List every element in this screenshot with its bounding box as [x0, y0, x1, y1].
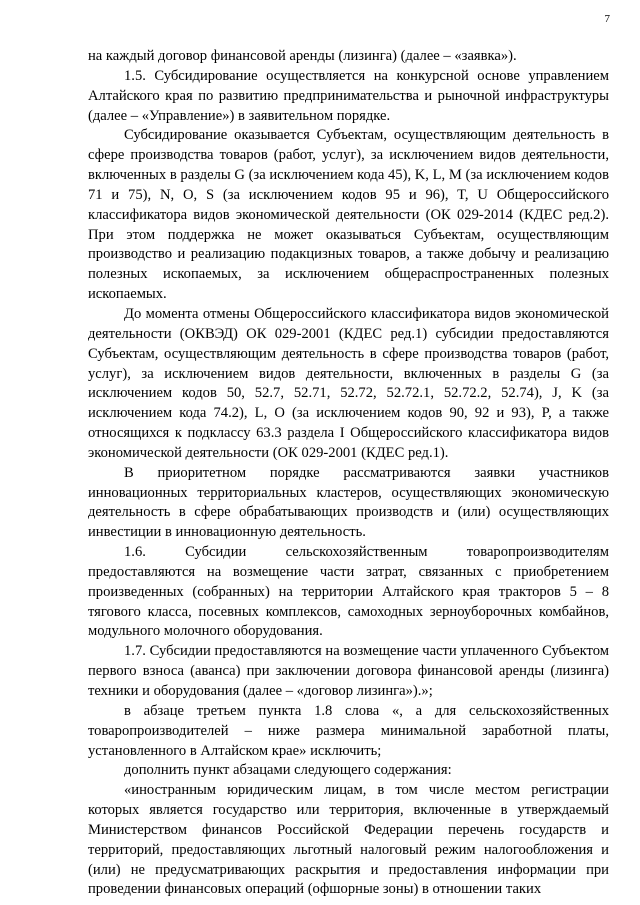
- paragraph: 1.6. Субсидии сельскохозяйственным товаропроизводителям предоставляются на возмещение части затрат, связанных с приобретением произведенных (собранных) на территории Алтайского края тракторов 5 – 8 тягового класса, посевных комплексов, самоходных зерноуборочных комбайнов, модульного молочного оборудования.: [88, 544, 609, 640]
- paragraph: До момента отмены Общероссийского классификатора видов экономической деятельности (ОКВЭД) ОК 029-2001 (КДЕС ред.1) субсидии предоставляются Субъектам, осуществляющим деятельность в сфере производства товаров (работ, услуг), за исключением видов деятельности, включенных в разделы G (за исключением кодов 50, 52.7, 52.71, 52.72, 52.72.1, 52.72.2, 52.74), J, K (за исключением кода 74.2), L, O (за исключением кодов 90, 92 и 93), P, а также относящихся к подклассу 63.3 раздела I Общероссийского классификатора видов экономической деятельности (ОК 029-2001 (КДЕС ред.1).: [88, 305, 609, 461]
- paragraph: «иностранным юридическим лицам, в том числе местом регистрации которых является государство или территория, включенные в утверждаемый Министерством финансов Российской Федерации перечень государств и территорий, предоставляющих льготный налоговый режим налогообложения и (или) не предусматривающих раскрытия и предоставления информации при проведении финансовых операций (офшорные зоны) в отношении таких: [88, 782, 609, 898]
- page-number: 7: [604, 13, 610, 25]
- paragraph: Субсидирование оказывается Субъектам, осуществляющим деятельность в сфере производства товаров (работ, услуг), за исключением видов деятельности, включенных в разделы G (за исключением кода 45), K, L, M (за исключением кодов 71 и 75), N, O, S (за исключением кодов 95 и 96), T, U Общероссийского классификатора видов экономической деятельности (ОК 029-2014 (КДЕС ред.2). При этом поддержка не может оказываться Субъектам, осуществляющим производство и реализацию подакцизных товаров, а также добычу и реализацию полезных ископаемых, за исключением общераспространенных полезных ископаемых.: [88, 127, 609, 303]
- paragraph: 1.7. Субсидии предоставляются на возмещение части уплаченного Субъектом первого взноса (аванса) при заключении договора финансовой аренды (лизинга) техники и оборудования (далее – «договор лизинга»).»;: [88, 643, 609, 699]
- paragraph: 1.5. Субсидирование осуществляется на конкурсной основе управлением Алтайского края по развитию предпринимательства и рыночной инфраструктуры (далее – «Управление») в заявительном порядке.: [88, 67, 609, 124]
- paragraph: в абзаце третьем пункта 1.8 слова «, а для сельскохозяйственных товаропроизводителей – ниже размера минимальной заработной платы, установленного в Алтайском крае» исключить;: [88, 702, 609, 759]
- paragraph: В приоритетном порядке рассматриваются заявки участников инновационных территориальных кластеров, осуществляющих экономическую деятельность в сфере обрабатывающих производств и (или) осуществляющих инвестиции в инновационную деятельность.: [88, 464, 609, 541]
- document-body: [88, 47, 609, 900]
- paragraph: дополнить пункт абзацами следующего содержания:: [124, 762, 452, 779]
- paragraph: на каждый договор финансовой аренды (лизинга) (далее – «заявка»).: [88, 48, 517, 64]
